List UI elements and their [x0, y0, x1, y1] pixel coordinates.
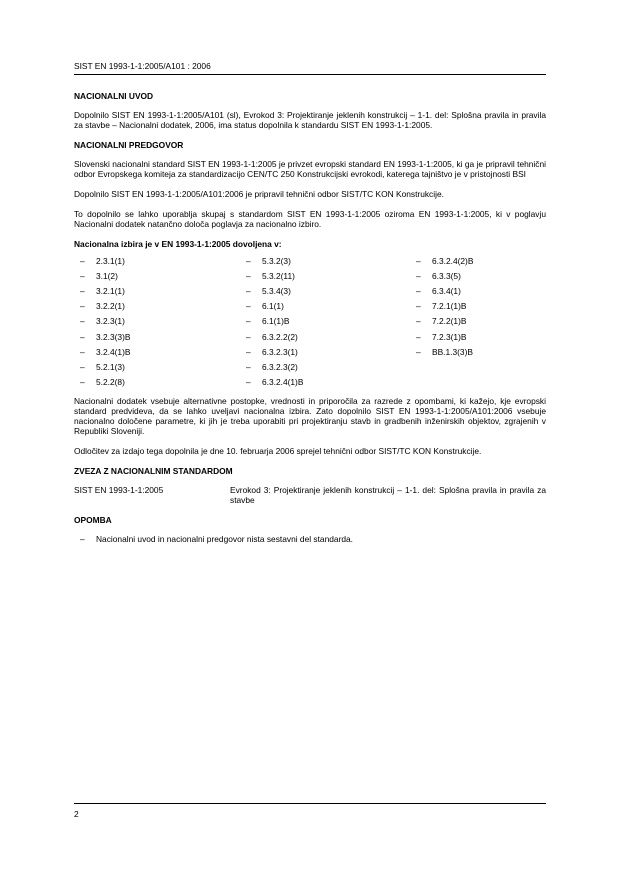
choice-dash: –: [80, 361, 85, 372]
choice-dash: –: [80, 377, 85, 388]
choice-dash: –: [246, 316, 251, 327]
document-body: [74, 91, 546, 544]
choice-item: [246, 359, 416, 374]
choice-item: [80, 283, 246, 298]
choice-dash: –: [416, 285, 421, 296]
choice-item: [416, 344, 546, 359]
choices-column-1: [74, 253, 246, 390]
choice-item: [80, 268, 246, 283]
choice-item: [80, 359, 246, 374]
choice-dash: –: [80, 301, 85, 312]
choice-label: 3.2.1(1): [96, 285, 125, 296]
choice-dash: –: [416, 255, 421, 266]
choice-label: 6.3.2.4(1)B: [262, 377, 304, 388]
national-choices-list: [74, 253, 546, 390]
predgovor-paragraph-3: To dopolnilo se lahko uporablja skupaj s standardom SIST EN 1993-1-1:2005 oziroma EN 1993-1-1:2005, ki v poglavju Nacionalni dodatek natančno določa poglavja za nacionalno izbiro.: [74, 209, 546, 229]
predgovor-paragraph-5: Odločitev za izdajo tega dopolnila je dne 10. februarja 2006 sprejel tehnični odbor SIST/TC KON Konstrukcije.: [74, 445, 482, 456]
choice-label: 6.3.2.4(2)B: [432, 255, 474, 266]
choice-label: 6.3.4(1): [432, 285, 461, 296]
choice-dash: –: [246, 285, 251, 296]
choice-dash: –: [416, 331, 421, 342]
choice-dash: –: [80, 346, 85, 357]
choice-item: [246, 268, 416, 283]
choice-item: [246, 375, 416, 390]
heading-zveza: ZVEZA Z NACIONALNIM STANDARDOM: [74, 465, 233, 476]
choice-label: 5.3.2(3): [262, 255, 291, 266]
choice-label: 3.2.3(1): [96, 316, 125, 327]
choice-label: 7.2.2(1)B: [432, 316, 467, 327]
choice-dash: –: [416, 346, 421, 357]
uvod-paragraph: Dopolnilo SIST EN 1993-1-1:2005/A101 (sl), Evrokod 3: Projektiranje jeklenih konstrukcij – 1-1. del: Splošna pravila in pravila za stavbe – Nacionalni dodatek, 2006, ima status dopolnila k standardu SIST EN 1993-1-1:2005.: [74, 110, 546, 130]
choice-dash: –: [80, 331, 85, 342]
choice-label: 2.3.1(1): [96, 255, 125, 266]
choice-item: [246, 344, 416, 359]
choice-label: 6.3.2.2(2): [262, 331, 298, 342]
footer-rule: [74, 803, 546, 804]
choice-dash: –: [246, 301, 251, 312]
choice-dash: –: [246, 346, 251, 357]
choice-item: [246, 283, 416, 298]
choice-label: 6.3.3(5): [432, 270, 461, 281]
choice-dash: –: [416, 316, 421, 327]
choices-column-3: [416, 253, 546, 390]
reference-code: SIST EN 1993-1-1:2005: [74, 484, 164, 495]
note-text: Nacionalni uvod in nacionalni predgovor nista sestavni del standarda.: [96, 533, 353, 544]
choice-label: 3.2.4(1)B: [96, 346, 131, 357]
choice-item: [80, 299, 246, 314]
choice-item: [416, 329, 546, 344]
choice-label: 5.2.2(8): [96, 377, 125, 388]
choice-label: 5.3.4(3): [262, 285, 291, 296]
predgovor-paragraph-1: Slovenski nacionalni standard SIST EN 1993-1-1:2005 je privzet evropski standard EN 1993-1-1:2005, ki ga je pripravil tehnični odbor Evropskega komiteja za standardizacijo CEN/TC 250 Konstrukcijski evrokodi, katerega tajništvo je v pristojnosti BSI: [74, 159, 546, 179]
choice-label: 6.3.2.3(2): [262, 361, 298, 372]
choice-item: [246, 314, 416, 329]
note-dash: –: [80, 533, 85, 544]
choice-label: 3.2.3(3)B: [96, 331, 131, 342]
choice-item: [416, 299, 546, 314]
heading-opomba: OPOMBA: [74, 514, 112, 525]
choice-label: 6.3.2.3(1): [262, 346, 298, 357]
choice-dash: –: [246, 255, 251, 266]
reference-title: Evrokod 3: Projektiranje jeklenih konstrukcij – 1-1. del: Splošna pravila in pravila za stavbe: [230, 484, 546, 505]
choice-dash: –: [80, 316, 85, 327]
choice-item: [416, 283, 546, 298]
choice-item: [80, 329, 246, 344]
page-header: SIST EN 1993-1-1:2005/A101 : 2006: [74, 61, 211, 71]
choice-item: [416, 268, 546, 283]
choice-item: [416, 314, 546, 329]
choice-label: 7.2.3(1)B: [432, 331, 467, 342]
heading-nacionalni-uvod: NACIONALNI UVOD: [74, 91, 154, 101]
choice-label: 6.1(1): [262, 301, 284, 312]
choice-label: 6.1(1)B: [262, 316, 290, 327]
choice-label: 3.1(2): [96, 270, 118, 281]
choice-item: [80, 253, 246, 268]
choice-dash: –: [80, 285, 85, 296]
choice-item: [80, 314, 246, 329]
choice-item: [246, 299, 416, 314]
predgovor-paragraph-2: Dopolnilo SIST EN 1993-1-1:2005/A101:2006 je pripravil tehnični odbor SIST/TC KON Konstrukcije.: [74, 189, 444, 199]
header-rule: [74, 74, 546, 75]
choice-item: [80, 375, 246, 390]
choice-dash: –: [80, 270, 85, 281]
choice-label: BB.1.3(3)B: [432, 346, 473, 357]
predgovor-paragraph-4: Nacionalni dodatek vsebuje alternativne postopke, vrednosti in priporočila za razrede z opombami, ki kažejo, kje evropski standard predvideva, da se lahko uveljavi nacionalna izbira. Zato dopolnilo SIST EN 1993-1-1:2005/A101:2006 vsebuje nacionalno določene parametre, ki jih je treba uporabiti pri projektiranju stavb in gradbenih inženirskih objektov, zgrajenih v Republiki Sloveniji.: [74, 395, 546, 436]
choice-dash: –: [246, 270, 251, 281]
choice-label: 3.2.2(1): [96, 301, 125, 312]
choice-label: 5.3.2(11): [262, 270, 295, 281]
choices-title: Nacionalna izbira je v EN 1993-1-1:2005 dovoljena v:: [74, 239, 282, 249]
note-item: [74, 534, 546, 544]
reference-row: [74, 485, 546, 505]
choice-dash: –: [246, 361, 251, 372]
page-number: 2: [74, 809, 79, 819]
choice-item: [416, 253, 546, 268]
choice-dash: –: [416, 301, 421, 312]
choice-item: [80, 344, 246, 359]
choice-dash: –: [80, 255, 85, 266]
choices-column-2: [246, 253, 416, 390]
choice-dash: –: [246, 377, 251, 388]
choice-label: 5.2.1(3): [96, 361, 125, 372]
choice-dash: –: [416, 270, 421, 281]
choice-dash: –: [246, 331, 251, 342]
heading-nacionalni-predgovor: NACIONALNI PREDGOVOR: [74, 140, 184, 150]
choice-label: 7.2.1(1)B: [432, 301, 467, 312]
choice-item: [246, 329, 416, 344]
choice-item: [246, 253, 416, 268]
